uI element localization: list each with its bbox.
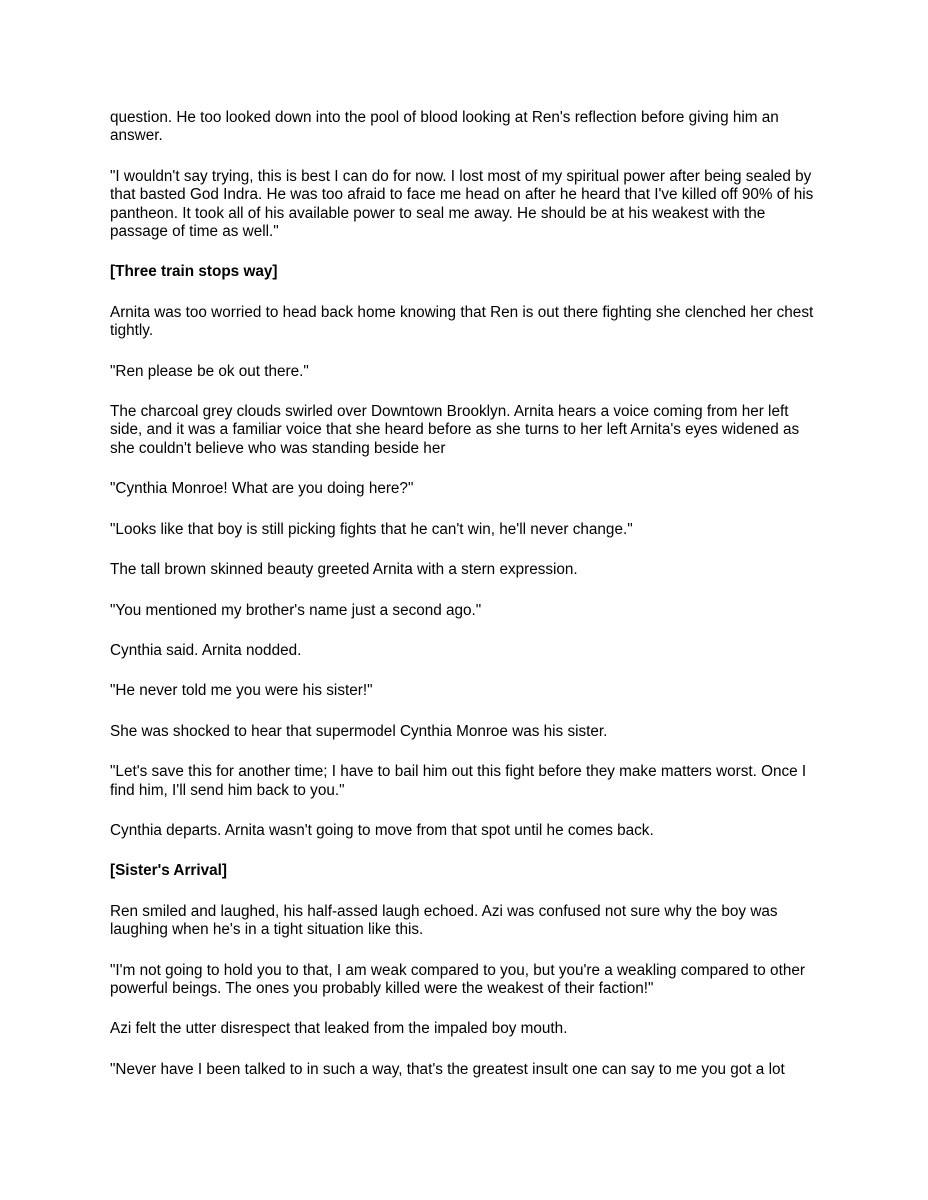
paragraph: "I wouldn't say trying, this is best I can do for now. I lost most of my spiritual power after being sealed by that basted God Indra. He was too afraid to face me head on after he heard that I've killed off 90% of his pantheon. It took all of his available power to seal me away. He should be at his weakest with the passage of time as well.": [110, 167, 814, 241]
paragraph: question. He too looked down into the pool of blood looking at Ren's reflection before giving him an answer.: [110, 109, 779, 145]
paragraph: Cynthia departs. Arnita wasn't going to move from that spot until he comes back.: [110, 821, 654, 839]
paragraph: "Cynthia Monroe! What are you doing here?": [110, 480, 414, 498]
document-page: [110, 109, 825, 1101]
paragraph: "He never told me you were his sister!": [110, 682, 373, 700]
section-heading: [Sister's Arrival]: [110, 862, 227, 880]
paragraph: "Let's save this for another time; I have to bail him out this fight before they make matters worst. Once I find him, I'll send him back to you.": [110, 763, 807, 799]
paragraph: Azi felt the utter disrespect that leaked from the impaled boy mouth.: [110, 1020, 568, 1038]
paragraph: The tall brown skinned beauty greeted Arnita with a stern expression.: [110, 561, 578, 579]
paragraph: "Ren please be ok out there.": [110, 362, 309, 380]
paragraph: Arnita was too worried to head back home knowing that Ren is out there fighting she clenched her chest tightly.: [110, 303, 814, 340]
paragraph: Cynthia said. Arnita nodded.: [110, 641, 302, 659]
paragraph: Ren smiled and laughed, his half-assed laugh echoed. Azi was confused not sure why the boy was laughing when he's in a tight situation like this.: [110, 902, 778, 939]
section-heading: [Three train stops way]: [110, 263, 278, 281]
paragraph: "Looks like that boy is still picking fights that he can't win, he'll never change.": [110, 520, 633, 538]
paragraph: "I'm not going to hold you to that, I am weak compared to you, but you're a weakling compared to other powerful beings. The ones you probably killed were the weakest of their faction!": [110, 961, 805, 997]
paragraph: She was shocked to hear that supermodel Cynthia Monroe was his sister.: [110, 722, 608, 740]
paragraph: "Never have I been talked to in such a way, that's the greatest insult one can say to me you got a lot: [110, 1060, 785, 1078]
paragraph: The charcoal grey clouds swirled over Downtown Brooklyn. Arnita hears a voice coming from her left side, and it was a familiar voice that she heard before as she turns to her left Arnita's eyes widened as she couldn't believe who was standing beside her: [110, 403, 800, 457]
paragraph: "You mentioned my brother's name just a second ago.": [110, 601, 482, 619]
